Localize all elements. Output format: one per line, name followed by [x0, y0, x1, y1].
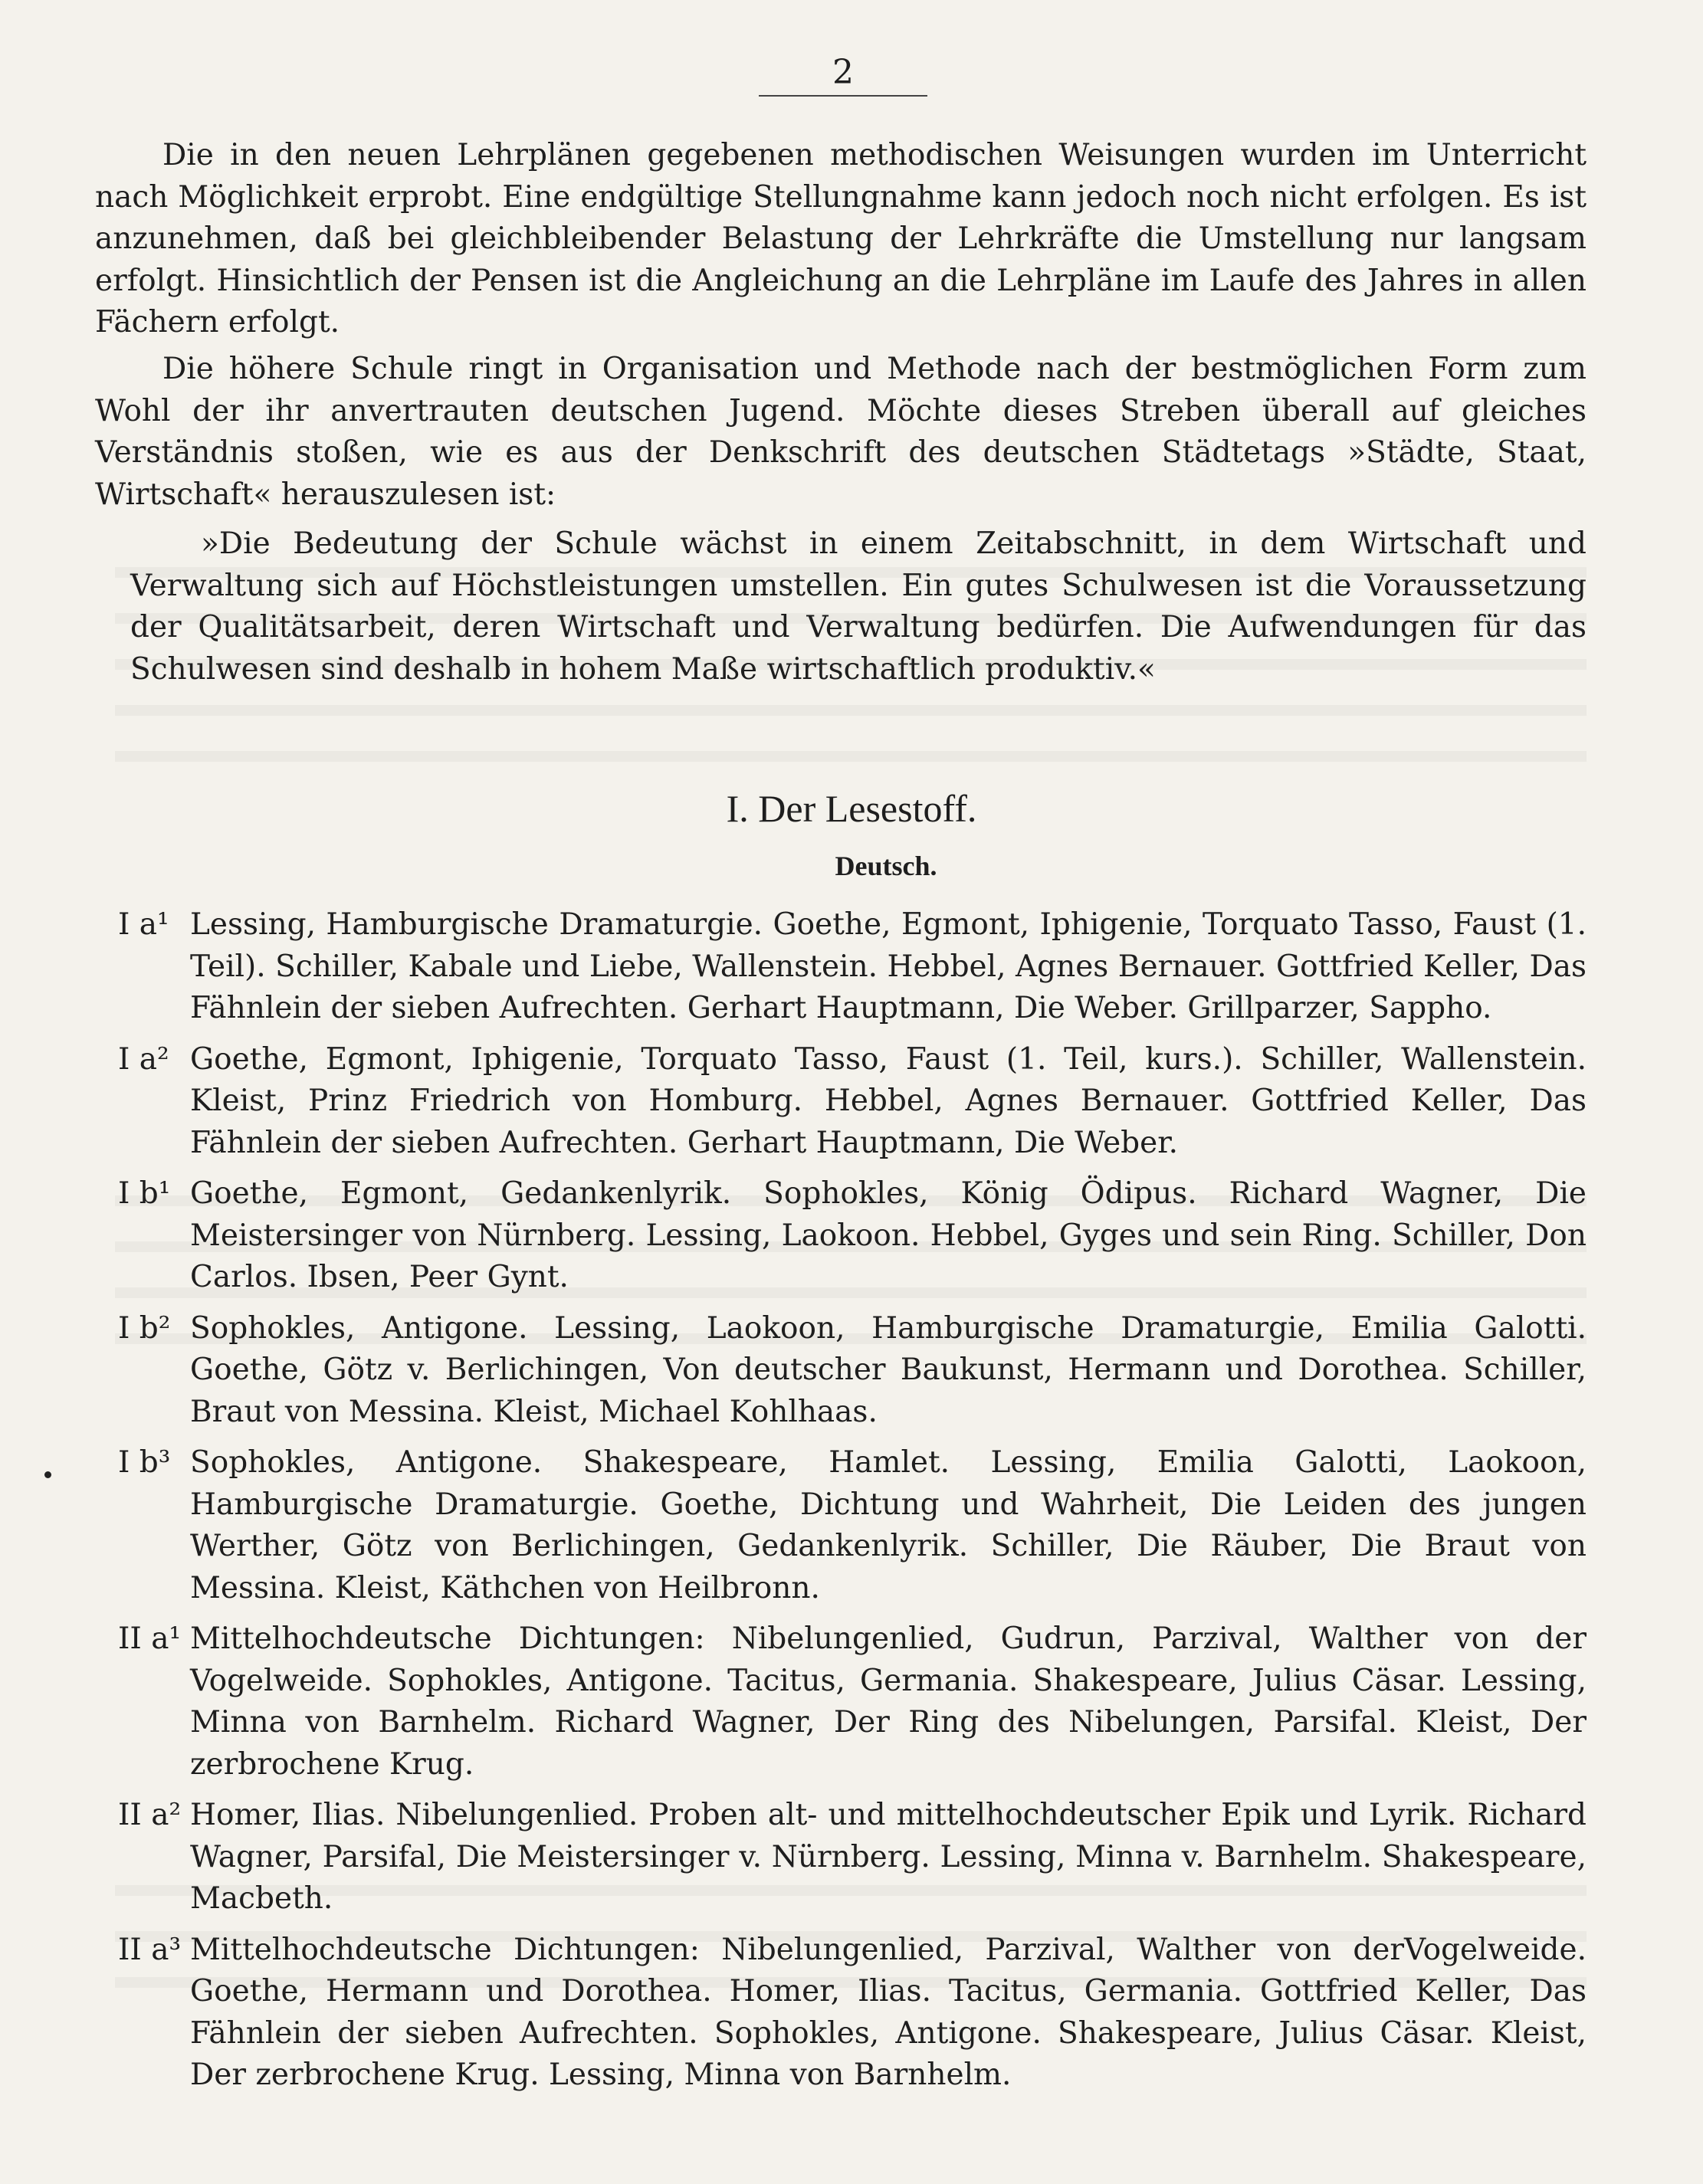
- intro-paragraph: Die in den neuen Lehrplänen gegebenen methodischen Weisungen wurden im Unterricht nach Möglichkeit erprobt. Eine endgültige Stellungnahme kann jedoch noch nicht erfolgen. Es ist anzunehmen, daß bei gleichbleibender Belastung der Lehrkräfte die Umstellung nur langsam erfolgt. Hinsichtlich der Pensen ist die Angleichung an die Lehrpläne im Laufe des Jahres in allen Fächern erfolgt.: [95, 138, 1587, 339]
- entry-text: Sophokles, Antigone. Shakespeare, Hamlet. Lessing, Emilia Galotti, Laokoon, Hamburgische Dramaturgie. Goethe, Dichtung und Wahrheit, Die Leiden des jungen Werther, Götz von Berlichingen, Gedankenlyrik. Schiller, Die Räuber, Die Braut von Messina. Kleist, Käthchen von Heilbronn.: [190, 1445, 1587, 1605]
- entry-text: Mittelhochdeutsche Dichtungen: Nibelungenlied, Parzival, Walther von derVogelweide. Goethe, Hermann und Dorothea. Homer, Ilias. Tacitus, Germania. Gottfried Keller, Das Fähnlein der sieben Aufrechten. Sophokles, Antigone. Shakespeare, Julius Cäsar. Kleist, Der zerbrochene Krug. Lessing, Minna von Barnhelm.: [190, 1932, 1587, 2092]
- subsection-title: Deutsch.: [835, 851, 937, 881]
- class-label: I a¹: [118, 907, 169, 942]
- block-quote: »Die Bedeutung der Schule wächst in einem Zeitabschnitt, in dem Wirtschaft und Verwaltung sich auf Höchstleistungen umstellen. Ein gutes Schulwesen ist die Voraussetzung der Qualitätsarbeit, deren Wirtschaft und Verwaltung bedürfen. Die Aufwendungen für das Schulwesen sind deshalb in hohem Maße wirtschaftlich produktiv.«: [130, 526, 1587, 687]
- class-label: I a²: [118, 1041, 169, 1077]
- reading-list-entry: [95, 904, 1587, 1030]
- entry-text: Mittelhochdeutsche Dichtungen: Nibelungenlied, Gudrun, Parzival, Walther von der Vogelweide. Sophokles, Antigone. Tacitus, Germania. Shakespeare, Julius Cäsar. Lessing, Minna von Barnhelm. Richard Wagner, Der Ring des Nibelungen, Parsifal. Kleist, Der zerbrochene Krug.: [190, 1622, 1587, 1782]
- class-label: I b²: [118, 1310, 171, 1346]
- reading-list: [95, 904, 1587, 2106]
- class-label: I b³: [118, 1445, 171, 1480]
- class-label: II a¹: [118, 1622, 182, 1656]
- reading-list-entry: [95, 1618, 1587, 1786]
- ink-speck: [44, 1471, 51, 1478]
- reading-list-entry: [95, 1173, 1587, 1299]
- bleed-through-line: [115, 705, 1587, 716]
- class-label: II a²: [118, 1798, 182, 1832]
- reading-list-entry: [95, 1442, 1587, 1609]
- reading-list-entry: [95, 1795, 1587, 1920]
- entry-text: Goethe, Egmont, Gedankenlyrik. Sophokles, König Ödipus. Richard Wagner, Die Meistersinger von Nürnberg. Lessing, Laokoon. Hebbel, Gyges und sein Ring. Schiller, Don Carlos. Ibsen, Peer Gynt.: [190, 1176, 1587, 1294]
- entry-text: Goethe, Egmont, Iphigenie, Torquato Tasso, Faust (1. Teil, kurs.). Schiller, Wallenstein. Kleist, Prinz Friedrich von Homburg. Hebbel, Agnes Bernauer. Gottfried Keller, Das Fähnlein der sieben Aufrechten. Gerhart Hauptmann, Die Weber.: [190, 1041, 1587, 1160]
- class-label: II a³: [118, 1932, 182, 1967]
- page-number: 2: [759, 52, 927, 97]
- class-label: I b¹: [118, 1176, 171, 1211]
- second-paragraph: Die höhere Schule ringt in Organisation und Methode nach der bestmöglichen Form zum Wohl der ihr anvertrauten deutschen Jugend. Möchte dieses Streben überall auf gleiches Verständnis stoßen, wie es aus der Denkschrift des deutschen Städtetags »Städte, Staat, Wirtschaft« herauszulesen ist:: [95, 352, 1587, 512]
- reading-list-entry: [95, 1308, 1587, 1434]
- entry-text: Sophokles, Antigone. Lessing, Laokoon, Hamburgische Dramaturgie, Emilia Galotti. Goethe, Götz v. Berlichingen, Von deutscher Baukunst, Hermann und Dorothea. Schiller, Braut von Messina. Kleist, Michael Kohlhaas.: [190, 1310, 1587, 1429]
- bleed-through-line: [115, 751, 1587, 762]
- entry-text: Lessing, Hamburgische Dramaturgie. Goethe, Egmont, Iphigenie, Torquato Tasso, Faust (1. Teil). Schiller, Kabale und Liebe, Wallenstein. Hebbel, Agnes Bernauer. Gottfried Keller, Das Fähnlein der sieben Aufrechten. Gerhart Hauptmann, Die Weber. Grillparzer, Sappho.: [190, 907, 1587, 1025]
- reading-list-entry: [95, 1930, 1587, 2097]
- entry-text: Homer, Ilias. Nibelungenlied. Proben alt- und mittelhochdeutscher Epik und Lyrik. Richard Wagner, Parsifal, Die Meistersinger v. Nürnberg. Lessing, Minna v. Barnhelm. Shakespeare, Macbeth.: [190, 1798, 1587, 1916]
- reading-list-entry: [95, 1039, 1587, 1165]
- section-title: I. Der Lesestoff.: [726, 787, 977, 830]
